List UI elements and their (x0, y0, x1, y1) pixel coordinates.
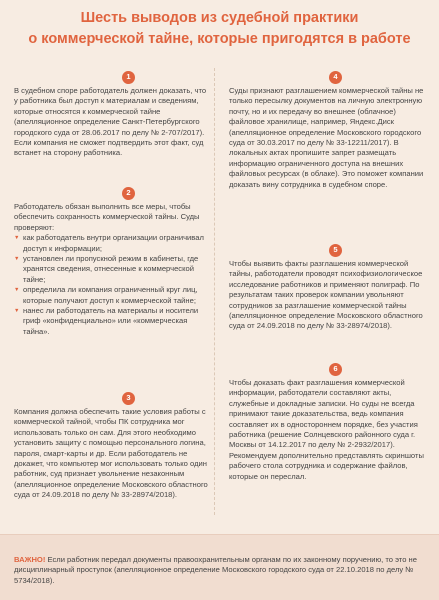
page-title (0, 8, 439, 50)
item-4 (229, 71, 426, 241)
item-intro: Работодатель обязан выполнить все меры, чтобы обеспечить сохранность коммерческой тайны. Суды проверяют: (14, 202, 200, 232)
item-number-badge: 6 (329, 363, 342, 376)
important-label: ВАЖНО! (14, 555, 46, 564)
column-divider (214, 68, 215, 515)
item-2 (14, 187, 210, 377)
check-list (14, 233, 210, 337)
item-number-badge: 1 (122, 71, 135, 84)
footer-note (0, 535, 439, 600)
title-line-1: Шесть выводов из судебной практики (80, 10, 359, 26)
list-item: ▼ как работодатель внутри организации ограничивал доступ к информации; (14, 233, 210, 254)
item-number-badge: 5 (329, 244, 342, 257)
item-text: Чтобы доказать факт разглашения коммерческой информации, работодатели составляют акты, служебные и докладные записки. Но суды не всегда принимают такие доказательства, ведь компания составляет их в одностороннем порядке, без участия работника (решение Солнцевского районного суда г. Москвы от 14.12.2017 по делу № 2-2932/2017). Рекомендуем дополнительно представлять скриншоты рабочего стола сотрудника и содержание файлов, которые он переслал. (229, 378, 424, 481)
item-number-badge: 4 (329, 71, 342, 84)
item-text: Суды признают разглашением коммерческой тайны не только пересылку документов на личную электронную почту, но и их передачу во внешнее (облачное) файловое хранилище, например, Яндекс.Диск (апелляционное определение Московского городского суда от 30.03.2017 по делу № 33-12211/2017). В локальных актах пропишите запрет размещать информацию ограниченного доступа на внешних файловых ресурсах (в облаке). Это поможет компании доказать вину сотрудника в судебном споре. (229, 86, 424, 189)
list-item: ▼ нанес ли работодатель на материалы и носители гриф «конфиденциально» или «коммерческая тайна». (14, 306, 210, 337)
item-3 (14, 392, 210, 532)
list-item: ▼ определила ли компания ограниченный круг лиц, которые получают доступ к коммерческой тайне; (14, 285, 210, 306)
footer-text-block (14, 555, 426, 586)
item-number-badge: 3 (122, 392, 135, 405)
item-5 (229, 244, 426, 374)
list-item: ▼ установлен ли пропускной режим в кабинеты, где хранятся сведения, отнесенные к коммерческой тайне; (14, 254, 210, 285)
item-6 (229, 363, 426, 523)
item-text: Чтобы выявить факты разглашения коммерческой тайны, работодатели проводят психофизиологическое исследование работников и применяют полиграф. По результатам таких проверок компании увольняют сотрудников за разглашение коммерческой тайны (апелляционное определение Московского областного суда от 24.09.2018 по делу № 33-28974/2018). (229, 259, 423, 331)
title-line-2: о коммерческой тайне, которые пригодятся в работе (28, 31, 411, 47)
item-text: В судебном споре работодатель должен доказать, что у работника был доступ к материалам и сведениям, которые относятся к коммерческой тайне (апелляционное определение Санкт-Петербургского городского суда от 28.06.2017 по делу № 2-707/2017). Если компания не сможет подтвердить этот факт, суд встанет на сторону работника. (14, 86, 207, 158)
item-1 (14, 71, 210, 191)
item-text: Компания должна обеспечить такие условия работы с коммерческой тайной, чтобы ПК сотрудника мог использовать только он сам. Для этого необходимо установить защиту с помощью персонального логина, пароля, смарт-карты и др. Если работодатель не докажет, что компьютер мог использовать только один работник, суд признает увольнение незаконным (апелляционное определение Московского областного суда от 24.09.2018 по делу № 33-28974/2018). (14, 407, 208, 500)
footer-text: Если работник передал документы правоохранительным органам по их законному поручению, то это не дисциплинарный проступок (апелляционное определение Московского городского суда от 22.10.2018 по делу № 5734/2018). (14, 555, 417, 585)
item-number-badge: 2 (122, 187, 135, 200)
